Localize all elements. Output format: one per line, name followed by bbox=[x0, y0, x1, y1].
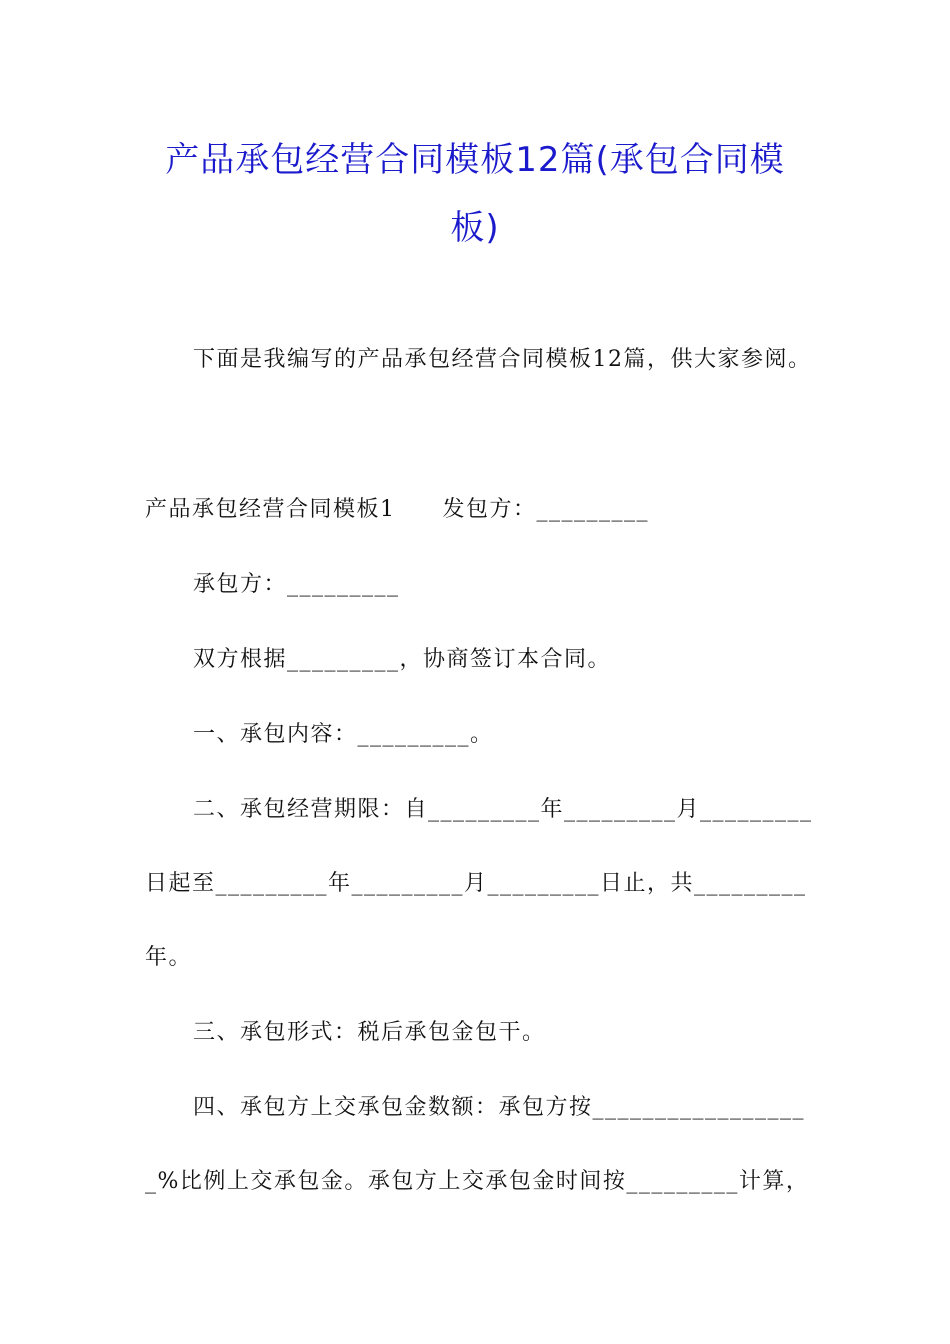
intro-paragraph: 下面是我编写的产品承包经营合同模板12篇，供大家参阅。 bbox=[193, 347, 812, 372]
clause-4-line: 四、承包方上交承包金数额：承包方按_________________ bbox=[193, 1095, 806, 1120]
clause-2-line: 二、承包经营期限：自_________年_________月_________ bbox=[193, 797, 813, 822]
clause-3-line: 三、承包形式：税后承包金包干。 bbox=[193, 1020, 546, 1045]
contractor-line: 承包方：_________ bbox=[193, 572, 400, 597]
clause-4-continuation-line: _%比例上交承包金。承包方上交承包金时间按_________计算， bbox=[145, 1169, 810, 1194]
agreement-basis-line: 双方根据_________，协商签订本合同。 bbox=[193, 647, 612, 672]
document-title-line-1: 产品承包经营合同模板12篇(承包合同模 bbox=[165, 140, 785, 180]
clause-2-continuation-line: 日起至_________年_________月_________日止，共_________ bbox=[145, 871, 807, 896]
contract-heading-line: 产品承包经营合同模板1 发包方：_________ bbox=[145, 497, 649, 522]
document-title-line-2: 板) bbox=[450, 208, 500, 248]
clause-1-line: 一、承包内容：_________。 bbox=[193, 722, 494, 747]
clause-2-end-line: 年。 bbox=[145, 945, 193, 970]
